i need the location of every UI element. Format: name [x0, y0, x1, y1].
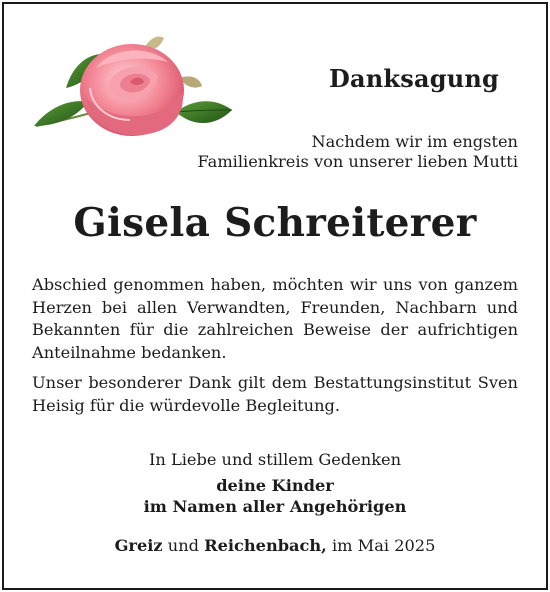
- intro-line: Familienkreis von unserer lieben Mutti: [197, 152, 518, 171]
- paragraph-line: Heisig für die würdevolle Begleitung.: [32, 395, 340, 415]
- place-city-1: Greiz: [114, 536, 163, 555]
- intro-line: Nachdem wir im engsten: [311, 132, 518, 151]
- place-joiner: und: [167, 536, 199, 555]
- paragraph-line: Anteilnahme bedanken.: [32, 342, 227, 362]
- rose-icon: [26, 28, 236, 146]
- closing-block: [0, 449, 550, 517]
- special-thanks-paragraph: [32, 372, 518, 417]
- paragraph-line: Herzen bei allen Verwandten, Freunden, Nachbarn und: [32, 297, 518, 317]
- paragraph-line: Unser besonderer Dank gilt dem Bestattungsinstitut Sven: [32, 373, 518, 392]
- place-date-text: im Mai 2025: [331, 536, 436, 555]
- thanks-paragraph: [32, 274, 518, 364]
- place-city-2: Reichenbach,: [204, 536, 327, 555]
- intro-text: [198, 132, 518, 172]
- signature-children: deine Kinder: [216, 476, 334, 495]
- closing-line: In Liebe und stillem Gedenken: [148, 450, 402, 469]
- place-date: [0, 536, 550, 555]
- paragraph-line: Abschied genommen haben, möchten wir uns von ganzem: [32, 275, 518, 294]
- signature-relatives: im Namen aller Angehörigen: [143, 497, 407, 516]
- deceased-name: Gisela Schreiterer: [73, 200, 477, 246]
- heading-title: Danksagung: [329, 64, 499, 93]
- paragraph-line: Bekannten für die zahlreichen Beweise der aufrichtigen: [32, 320, 518, 339]
